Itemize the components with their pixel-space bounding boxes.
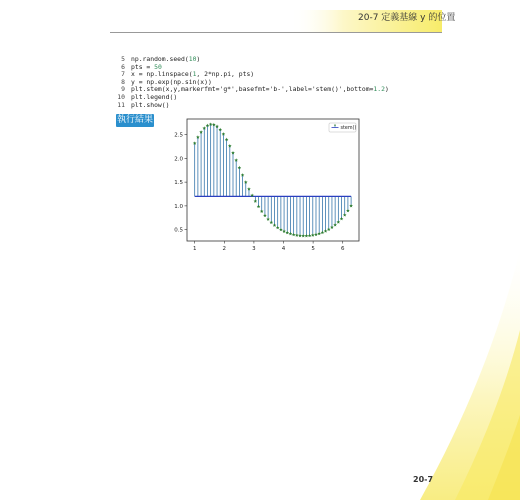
code-text: pts = — [131, 62, 155, 71]
legend-label: stem() — [340, 126, 357, 132]
x-tick-label: 5 — [311, 246, 315, 252]
y-tick-label: 1.0 — [174, 203, 183, 210]
code-text: plt.stem(x,y,markerfmt='g*',basefmt='b-',label='stem()',bottom= — [131, 85, 374, 94]
x-tick-label: 3 — [252, 246, 256, 252]
stem-chart — [165, 114, 365, 254]
y-tick-label: 2.5 — [174, 132, 183, 139]
code-number-literal: 1 — [192, 70, 197, 79]
y-tick-label: 0.5 — [174, 227, 183, 234]
x-tick-label: 2 — [222, 246, 227, 252]
x-tick-label: 6 — [340, 246, 345, 252]
code-text: x = np.linspace( — [131, 70, 193, 79]
result-label-badge: 執行結果 — [116, 115, 153, 125]
line-number: 8 — [121, 77, 125, 86]
y-tick-label: 2.0 — [174, 156, 183, 163]
x-tick-label: 4 — [281, 246, 286, 252]
code-number-literal: 1.2 — [373, 85, 385, 94]
y-tick-label: 1.5 — [174, 180, 183, 187]
line-number: 10 — [117, 92, 125, 101]
code-text: plt.show() — [131, 100, 170, 109]
code-listing — [116, 56, 389, 109]
chapter-header-title: 20-7 定義基線 y 的位置 — [358, 13, 456, 23]
x-tick-label: 1 — [192, 246, 197, 252]
line-number: 7 — [121, 70, 125, 79]
code-text: plt.legend() — [131, 92, 178, 101]
code-line — [116, 102, 389, 110]
page-number: 20-7 — [413, 475, 434, 484]
line-number: 9 — [121, 85, 125, 94]
code-number-literal: 50 — [154, 62, 162, 71]
code-number-literal: 10 — [188, 55, 197, 63]
plot-area-frame — [187, 119, 359, 241]
line-number: 6 — [121, 62, 125, 71]
line-number: 11 — [117, 100, 125, 109]
code-text: ) — [196, 55, 201, 63]
header-divider — [110, 32, 442, 33]
code-text: ) — [384, 85, 389, 94]
code-text: np.random.seed( — [131, 55, 189, 63]
line-number: 5 — [121, 55, 125, 63]
code-text: , 2*np.pi, pts) — [196, 70, 255, 79]
code-text: y = np.exp(np.sin(x)) — [131, 77, 212, 86]
